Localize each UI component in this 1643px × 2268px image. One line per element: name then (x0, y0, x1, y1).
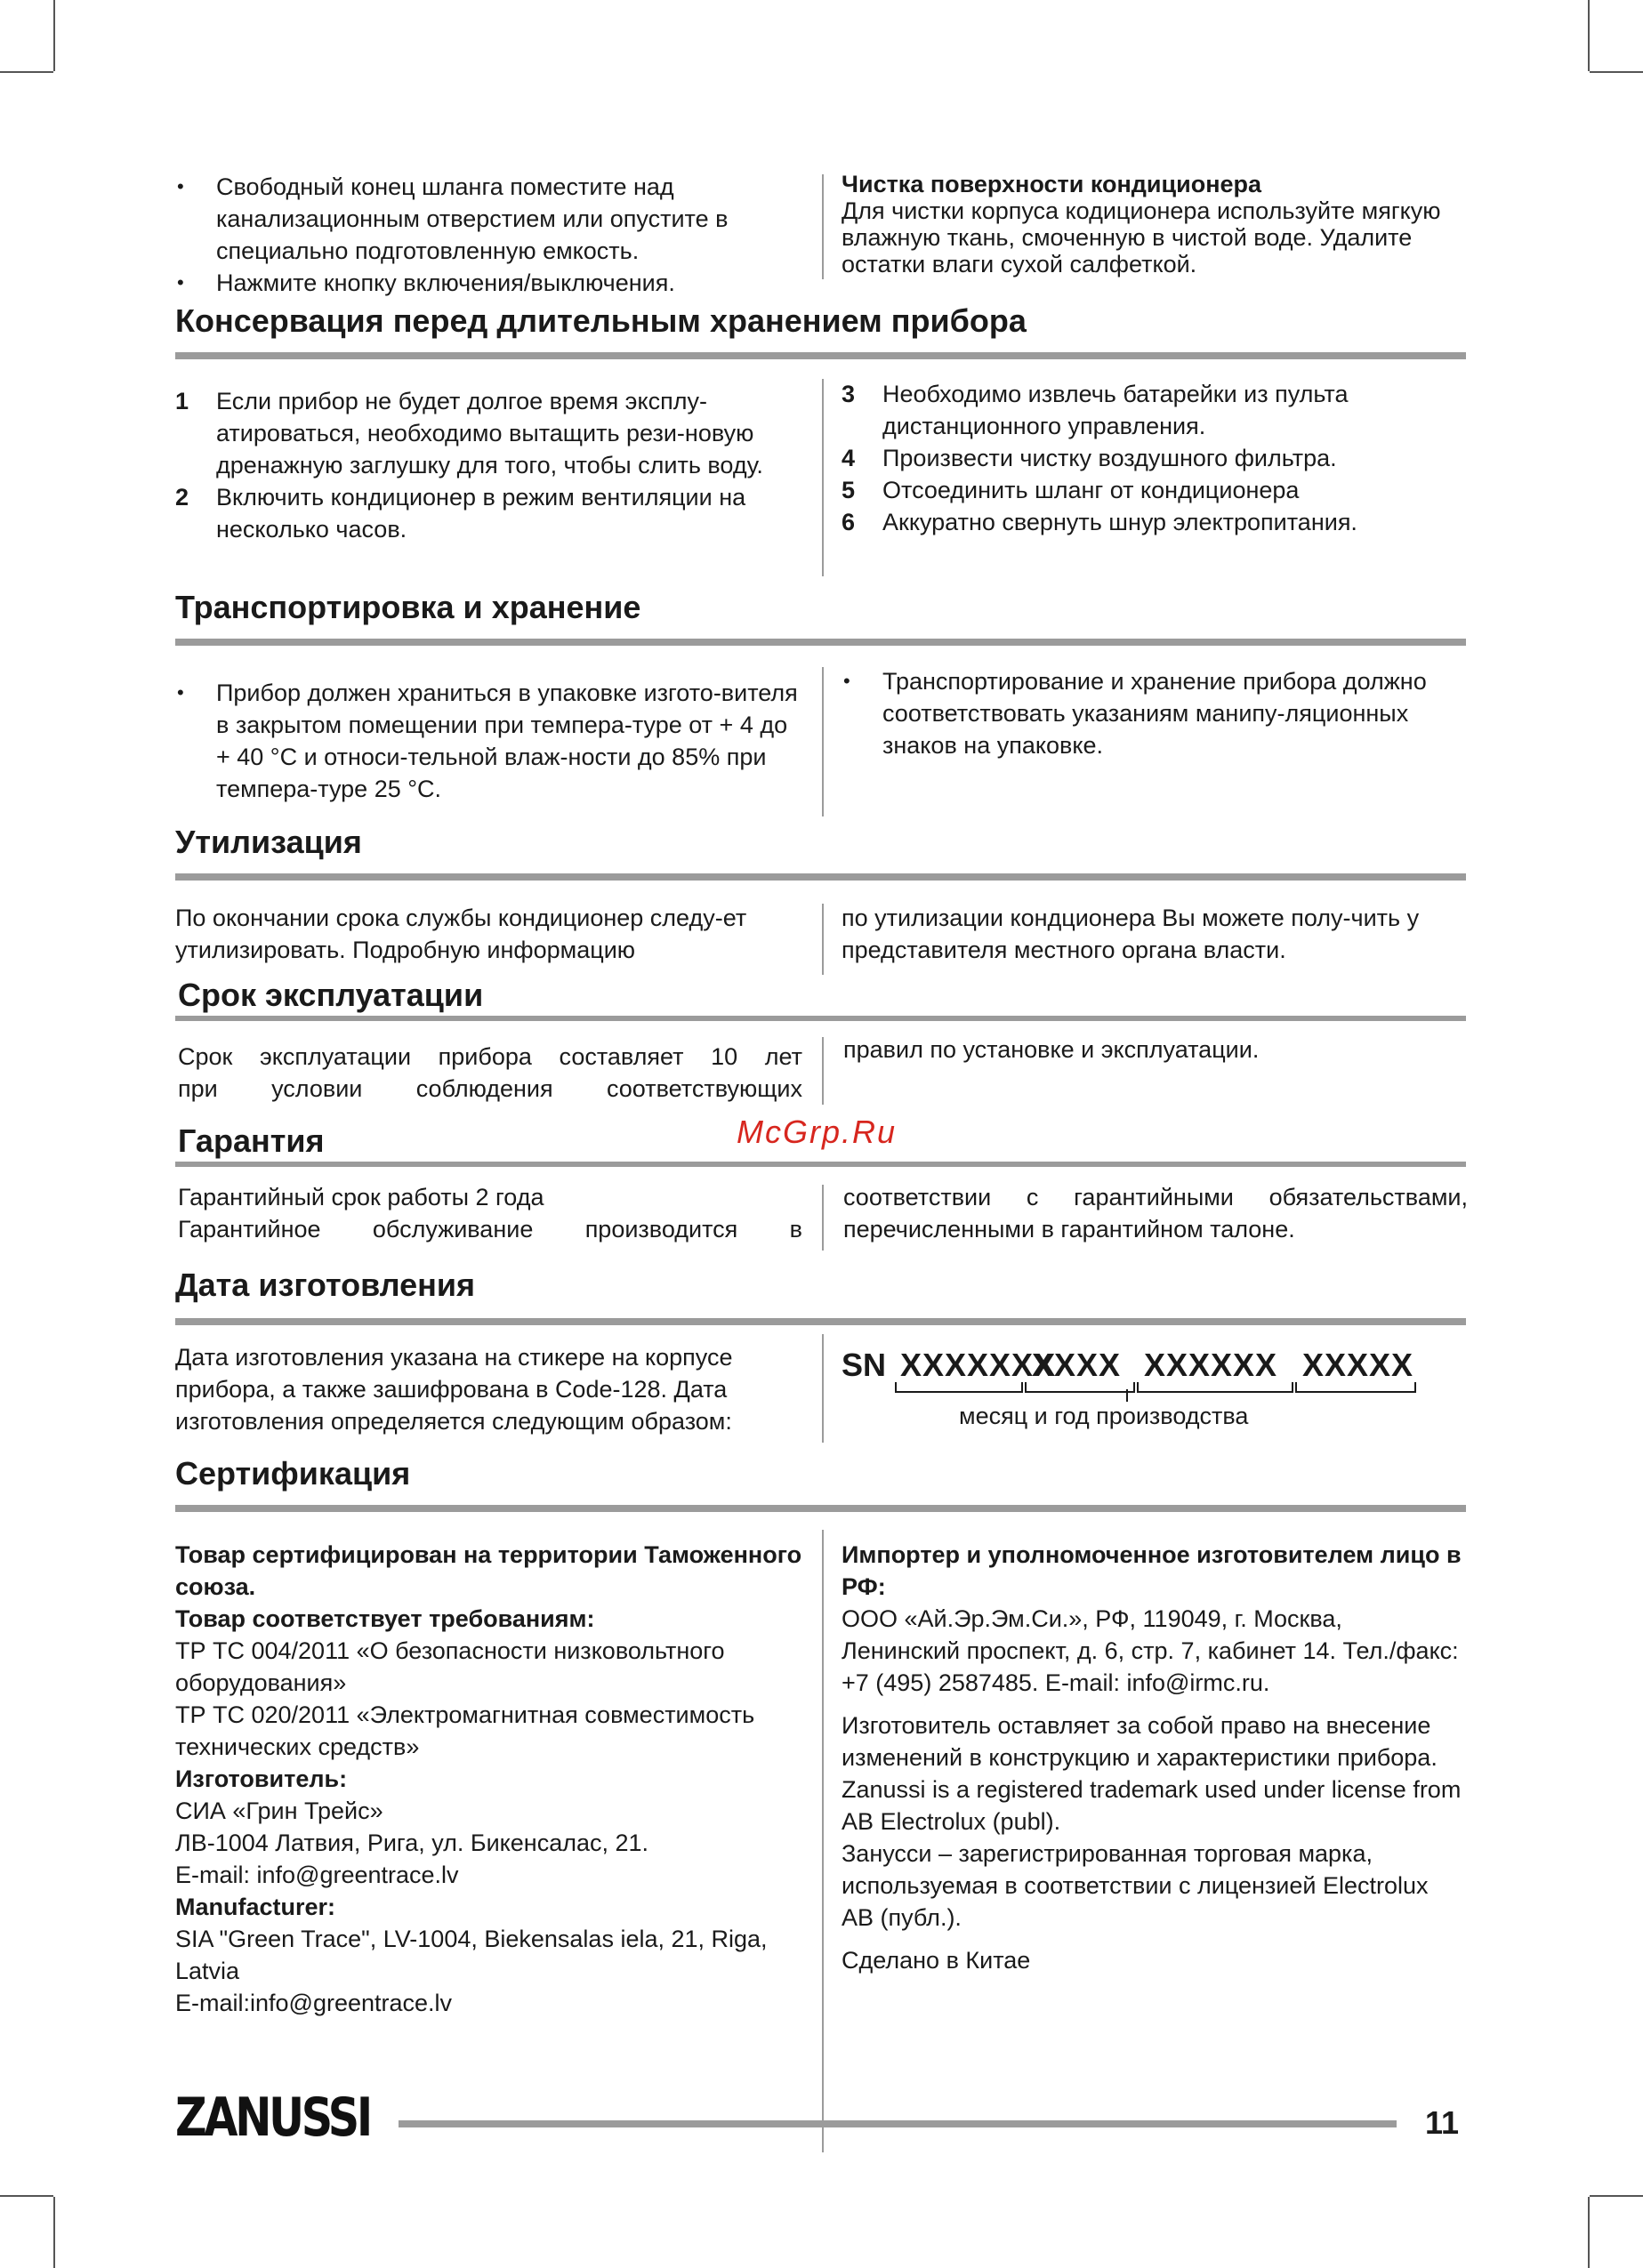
zanussi-logo: ZANUSSI (175, 2087, 370, 2149)
column-separator (822, 1530, 824, 2152)
service-life-left: Срок эксплуатации прибора составляет 10 лет при условии соблюдения соответствующих (178, 1043, 802, 1102)
numbered-item: 4 Произвести чистку воздушного фильтра. (842, 445, 1337, 471)
manufacture-date-left: Дата изготовления указана на стикере на корпусе прибора, а также зашифрована в Code-128. Дата изготовления определяется следующим образом: (175, 1344, 733, 1435)
numbered-item: 6 Аккуратно свернуть шнур электропитания. (842, 509, 1357, 535)
transport-left (175, 677, 798, 805)
sn-segment: XXXXXX (1144, 1347, 1278, 1383)
crop-mark (53, 0, 55, 71)
cert-line: E-mail: info@greentrace.lv (175, 1862, 459, 1888)
cert-line: ТР ТС 020/2011 «Электромагнитная совместимость технических средств» (175, 1701, 755, 1760)
section-rule (175, 1318, 1466, 1325)
made-in: Сделано в Китае (842, 1947, 1031, 1974)
warranty-left: Гарантийный срок работы 2 года Гарантийное обслуживание производится в (178, 1184, 802, 1243)
section-rule (175, 639, 1466, 646)
rights-text: Изготовитель оставляет за собой право на внесение изменений в конструкцию и характеристики прибора. (842, 1712, 1438, 1771)
column-separator (822, 667, 824, 816)
crop-mark (1590, 2195, 1643, 2197)
crop-mark (0, 71, 53, 73)
service-life-right: правил по установке и эксплуатации. (843, 1036, 1260, 1063)
cert-line: Товар соответствует требованиям: (175, 1605, 595, 1632)
bullet-item: • Свободный конец шланга поместите над канализационным отверстием или опустите в специально подготовленную емкость. (175, 171, 798, 267)
top-left-column (175, 171, 798, 299)
column-separator (822, 1037, 824, 1105)
sn-label: SN (842, 1347, 887, 1383)
transport-right (842, 665, 1464, 761)
footer-rule (399, 2120, 1397, 2127)
column-separator (822, 904, 824, 975)
crop-mark (1588, 2197, 1590, 2268)
sn-segment: XXXX (1032, 1347, 1122, 1383)
sn-caption: месяц и год производства (959, 1403, 1249, 1429)
trademark-en: Zanussi is a registered trademark used under license from AB Electrolux (publ). (842, 1776, 1462, 1835)
sn-bracket (1137, 1382, 1293, 1393)
section-title: Дата изготовления (175, 1267, 476, 1303)
cert-line: E-mail:info@greentrace.lv (175, 1990, 453, 2016)
numbered-item: 1 Если прибор не будет долгое время эксплу-атироваться, необходимо вытащить рези-новую дренажную заглушку для того, чтобы слить воду. (175, 388, 763, 479)
section-title: Консервация перед длительным хранением прибора (175, 302, 1027, 339)
sn-bracket (1295, 1382, 1416, 1393)
crop-mark (0, 2195, 53, 2197)
cleaning-title: Чистка поверхности кондиционера (842, 171, 1262, 197)
section-title: Транспортировка и хранение (175, 589, 641, 625)
section-rule (175, 1505, 1466, 1512)
page-number: 11 (1425, 2104, 1460, 2141)
numbered-item: 5 Отсоединить шланг от кондиционера (842, 477, 1300, 503)
serial-number-diagram (842, 1343, 1464, 1396)
sn-segment: XXXXX (1302, 1347, 1414, 1383)
bullet-item: • Прибор должен храниться в упаковке изгото-вителя в закрытом помещении при темпера-туре от + 4 до + 40 °С и относи-тельной влаж-ности до 85% при темпера-туре 25 °С. (175, 677, 798, 805)
watermark: McGrp.Ru (737, 1114, 898, 1150)
top-right-column (842, 171, 1464, 277)
certification-left (175, 1539, 807, 2019)
crop-mark (1590, 71, 1643, 73)
column-separator (822, 1334, 824, 1443)
importer-title: Импортер и уполномоченное изготовителем лицо в РФ: (842, 1541, 1462, 1600)
bullet-item: • Нажмите кнопку включения/выключения. (175, 267, 798, 299)
sn-bracket (895, 1382, 1023, 1393)
utilization-right: по утилизации кондционера Вы можете полу-чить у представителя местного органа власти. (842, 905, 1420, 963)
cleaning-text: Для чистки корпуса кодиционера используйте мягкую влажную ткань, смоченную в чистой воде. Удалите остатки влаги сухой салфеткой. (842, 197, 1441, 277)
section-rule (175, 873, 1466, 881)
crop-mark (53, 2197, 55, 2268)
cert-line: Manufacturer: (175, 1894, 336, 1920)
section-rule (175, 352, 1466, 359)
certification-right (842, 1539, 1464, 1976)
warranty-right: соответствии с гарантийными обязательствами, перечисленными в гарантийном талоне. (843, 1184, 1468, 1243)
column-separator (822, 1185, 824, 1251)
conservation-right (842, 378, 1464, 538)
bullet-item: • Транспортирование и хранение прибора должно соответствовать указаниям манипу-ляционных знаков на упаковке. (842, 665, 1464, 761)
conservation-left (175, 385, 798, 545)
cert-line: Товар сертифицирован на территории Таможенного союза. (175, 1541, 802, 1600)
cert-line: Изготовитель: (175, 1765, 348, 1792)
sn-bracket (1025, 1382, 1135, 1393)
section-title: Утилизация (175, 824, 362, 860)
section-title: Срок эксплуатации (178, 977, 484, 1013)
section-title: Сертификация (175, 1455, 411, 1492)
cert-line: ЛВ-1004 Латвия, Рига, ул. Бикенсалас, 21. (175, 1830, 649, 1856)
numbered-item: 3 Необходимо извлечь батарейки из пульта дистанционного управления. (842, 381, 1349, 439)
sn-segment: XXXXXXX (900, 1347, 1057, 1383)
trademark-ru: Занусси – зарегистрированная торговая марка, используемая в соответствии с лицензией Electrolux AB (публ.). (842, 1840, 1429, 1931)
section-rule (175, 1016, 1466, 1021)
section-rule (175, 1162, 1466, 1167)
crop-mark (1588, 0, 1590, 71)
importer-text: ООО «Ай.Эр.Эм.Си.», РФ, 119049, г. Москва, Ленинский проспект, д. 6, стр. 7, кабинет 14. Тел./факс: +7 (495) 2587485. E-mail: info@irmc.ru. (842, 1605, 1459, 1696)
column-separator (822, 379, 824, 576)
column-separator (822, 174, 824, 279)
utilization-left: По окончании срока службы кондиционер следу-ет утилизировать. Подробную информацию (175, 905, 747, 963)
section-title: Гарантия (178, 1122, 325, 1159)
cert-line: СИА «Грин Трейс» (175, 1798, 383, 1824)
numbered-item: 2 Включить кондиционер в режим вентиляции на несколько часов. (175, 484, 746, 543)
cert-line: SIA "Green Trace", LV-1004, Biekensalas iela, 21, Riga, Latvia (175, 1926, 768, 1984)
cert-line: ТР ТС 004/2011 «О безопасности низковольтного оборудования» (175, 1637, 725, 1696)
